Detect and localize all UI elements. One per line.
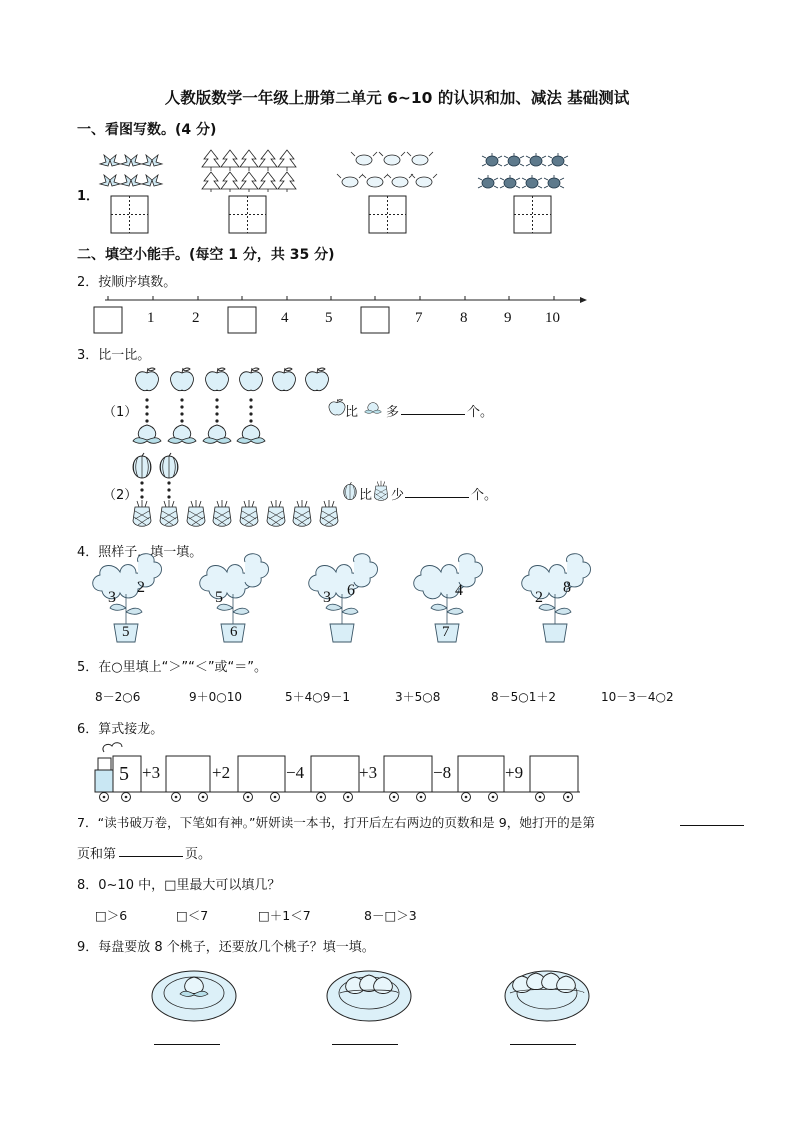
compare-bi-text: 比 (359, 488, 373, 503)
question-1-label: 1． (77, 189, 100, 204)
question-6-label: 6．算式接龙。 (77, 722, 164, 737)
answer-blank[interactable] (332, 1030, 398, 1045)
flower-left-number: 5 (215, 589, 223, 606)
question-7-text: 7．“读书破万卷，下笔如有神。”妍妍读一本书，打开后左右两边的页数和是 9，她打开的是第 (77, 815, 595, 830)
number-line-label: 1 (147, 310, 155, 326)
compare-expression: 8－5○1＋2 (491, 690, 557, 704)
question-7-text: 页和第 (77, 847, 117, 862)
pot-number: 6 (230, 624, 238, 640)
blank-box-3 (228, 307, 256, 333)
flower-left-number: 2 (535, 589, 543, 606)
train-start-number: 5 (119, 763, 129, 785)
number-line-label: 4 (281, 310, 289, 326)
train-operation: −8 (433, 763, 452, 782)
compare-part-1-label: （1） (103, 405, 138, 420)
blank-box-6 (361, 307, 389, 333)
compare-expression: 8－2○6 (95, 690, 141, 704)
number-line-label: 8 (460, 310, 468, 326)
bird-icons (337, 152, 437, 187)
pot-number: 7 (442, 624, 450, 640)
train-operation: +9 (505, 763, 524, 782)
section-2-heading: 二、填空小能手。(每空 1 分，共 35 分) (77, 247, 335, 263)
tree-icons (202, 150, 296, 192)
inequality-item: □＜7 (176, 908, 209, 923)
number-line-label: 10 (545, 310, 560, 326)
blank-box-0 (94, 307, 122, 333)
number-line-label: 5 (325, 310, 333, 326)
compare-pictures (0, 360, 794, 540)
compare-expression: 5＋4○9－1 (285, 690, 351, 704)
train-operation: +2 (212, 763, 231, 782)
answer-blank[interactable] (401, 400, 465, 415)
compare-unit-text: 个。 (467, 405, 494, 420)
flower-right-number: 2 (137, 579, 145, 596)
compare-part-2-label: （2） (103, 488, 138, 503)
answer-blank[interactable] (510, 1030, 576, 1045)
compare-expression: 10－3－4○2 (601, 690, 674, 704)
train-operation: +3 (142, 763, 161, 782)
question-9-label: 9．每盘要放 8 个桃子，还要放几个桃子？填一填。 (77, 940, 375, 955)
answer-blank[interactable] (405, 483, 469, 498)
number-line-label: 9 (504, 310, 512, 326)
answer-blank[interactable] (680, 811, 744, 826)
compare-bi-text: 比 (345, 405, 359, 420)
peach-plates (0, 960, 794, 1040)
compare-expression: 9＋0○10 (189, 690, 243, 704)
flower-pots (0, 560, 794, 650)
compare-unit-text: 个。 (471, 488, 498, 503)
butterfly-icons (100, 155, 162, 186)
inequality-item: □＋1＜7 (258, 908, 311, 923)
page-title: 人教版数学一年级上册第二单元 6~10 的认识和加、减法 基础测试 (164, 89, 630, 107)
plate-2 (327, 971, 411, 1021)
compare-duo-text: 多 (386, 405, 400, 420)
flower-right-number: 8 (563, 579, 571, 596)
inequality-item: 8－□＞3 (364, 908, 417, 923)
question-5-label: 5．在○里填上“＞”“＜”或“＝”。 (77, 660, 268, 675)
flower-right-number: 6 (347, 582, 355, 599)
train-operation: −4 (286, 763, 305, 782)
question-3-label: 3．比一比。 (77, 348, 151, 363)
flower-left-number: 3 (323, 589, 331, 606)
question-7-text: 页。 (185, 847, 212, 862)
inequality-item: □＞6 (95, 908, 128, 923)
number-line (0, 290, 794, 340)
section-1-pictures (0, 0, 794, 260)
question-2-label: 2．按顺序填数。 (77, 275, 177, 290)
flower-left-number: 3 (108, 589, 116, 606)
pot-number: 5 (122, 624, 130, 640)
plate-1 (152, 971, 236, 1021)
answer-blank[interactable] (119, 842, 183, 857)
bug-icons (478, 153, 568, 188)
section-1-heading: 一、看图写数。(4 分) (77, 122, 217, 138)
compare-shao-text: 少 (391, 488, 405, 503)
number-line-label: 7 (415, 310, 423, 326)
number-line-label: 2 (192, 310, 200, 326)
answer-blank[interactable] (154, 1030, 220, 1045)
question-8-label: 8．0~10 中，□里最大可以填几？ (77, 878, 281, 893)
compare-expression: 3＋5○8 (395, 690, 441, 704)
plate-3 (505, 971, 589, 1021)
flower-right-number: 4 (455, 582, 463, 599)
question-4-label: 4．照样子，填一填。 (77, 545, 203, 560)
answer-grid-boxes (111, 196, 551, 233)
train-operation: +3 (359, 763, 378, 782)
